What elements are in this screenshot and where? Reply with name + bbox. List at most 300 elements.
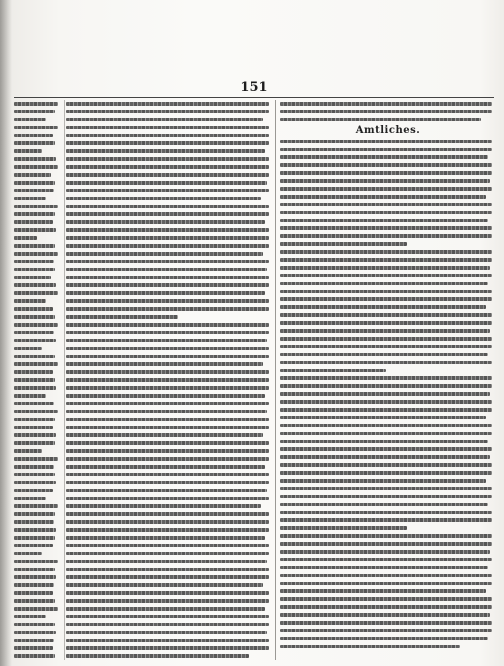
text-line-ink <box>66 568 269 572</box>
text-line-ink <box>66 134 269 138</box>
text-line <box>280 193 494 201</box>
text-line-ink <box>14 228 56 232</box>
text-line-ink <box>280 329 490 333</box>
text-line-ink <box>66 228 269 232</box>
text-line <box>280 209 494 217</box>
text-line <box>14 550 62 558</box>
text-line-ink <box>66 189 269 193</box>
text-line <box>66 171 271 179</box>
text-line <box>280 430 494 438</box>
text-line <box>14 597 62 605</box>
text-line <box>66 502 271 510</box>
text-line <box>66 495 271 503</box>
text-line-ink <box>280 534 492 538</box>
text-line <box>280 374 494 382</box>
text-line <box>280 232 494 240</box>
text-line-ink <box>14 339 56 343</box>
text-line <box>14 416 62 424</box>
text-line-ink <box>280 242 407 246</box>
text-line-ink <box>66 607 265 611</box>
text-line-ink <box>66 252 263 256</box>
text-line-ink <box>280 118 481 122</box>
text-line-ink <box>280 148 492 152</box>
text-line <box>66 360 271 368</box>
text-line <box>280 501 494 509</box>
text-line <box>280 635 494 643</box>
text-line-ink <box>14 615 46 619</box>
text-line <box>66 305 271 313</box>
text-line-ink <box>14 631 56 635</box>
text-line-ink <box>280 337 492 341</box>
text-line <box>14 621 62 629</box>
text-line-ink <box>280 211 492 215</box>
text-line-ink <box>14 575 56 579</box>
text-line <box>280 477 494 485</box>
header-rule <box>14 97 494 98</box>
text-line <box>14 510 62 518</box>
text-line-ink <box>66 631 267 635</box>
text-line-ink <box>14 102 58 106</box>
text-line <box>14 210 62 218</box>
text-line-ink <box>66 212 269 216</box>
text-line <box>280 161 494 169</box>
text-line-ink <box>14 497 46 501</box>
text-line-ink <box>280 518 492 522</box>
text-line <box>14 353 62 361</box>
text-line <box>66 644 271 652</box>
text-line <box>280 256 494 264</box>
text-line <box>66 613 271 621</box>
text-line <box>14 495 62 503</box>
text-line-ink <box>66 118 263 122</box>
text-line <box>14 116 62 124</box>
text-line <box>280 595 494 603</box>
text-line-ink <box>66 323 269 327</box>
text-line-ink <box>280 558 492 562</box>
text-line <box>280 580 494 588</box>
text-line-ink <box>66 102 269 106</box>
text-line <box>280 343 494 351</box>
text-line <box>66 589 271 597</box>
text-line-ink <box>66 197 261 201</box>
text-line <box>66 605 271 613</box>
text-line-ink <box>14 126 58 130</box>
text-line-ink <box>280 447 492 451</box>
text-line-ink <box>280 171 492 175</box>
text-line-ink <box>14 654 55 658</box>
text-line <box>280 319 494 327</box>
text-line <box>280 280 494 288</box>
column-divider <box>275 100 276 660</box>
text-line <box>280 303 494 311</box>
text-line <box>66 542 271 550</box>
text-line <box>14 613 62 621</box>
left-column-text <box>66 100 271 660</box>
text-line <box>280 627 494 635</box>
text-line <box>14 234 62 242</box>
text-line-ink <box>14 481 56 485</box>
text-line-ink <box>280 479 486 483</box>
text-line <box>14 534 62 542</box>
text-line-ink <box>280 313 492 317</box>
text-line <box>66 629 271 637</box>
text-line-ink <box>66 449 269 453</box>
text-line <box>66 226 271 234</box>
text-line <box>280 146 494 154</box>
text-line <box>14 147 62 155</box>
text-line <box>66 566 271 574</box>
text-line <box>280 335 494 343</box>
text-line <box>14 258 62 266</box>
text-line-ink <box>280 542 492 546</box>
text-line-ink <box>66 347 269 351</box>
text-line <box>14 226 62 234</box>
text-line <box>14 384 62 392</box>
text-line <box>66 124 271 132</box>
text-line-ink <box>14 378 55 382</box>
text-line-ink <box>14 205 58 209</box>
text-line-ink <box>280 155 488 159</box>
text-line-ink <box>14 639 54 643</box>
text-line <box>14 424 62 432</box>
text-line-ink <box>280 645 460 649</box>
text-line-ink <box>280 195 486 199</box>
text-line-ink <box>66 173 269 177</box>
text-line-ink <box>66 481 269 485</box>
text-line <box>66 147 271 155</box>
text-line <box>66 210 271 218</box>
text-line-ink <box>14 433 56 437</box>
text-line <box>14 637 62 645</box>
text-line-ink <box>280 219 488 223</box>
text-line <box>14 605 62 613</box>
text-line <box>14 108 62 116</box>
text-line-ink <box>280 487 492 491</box>
text-line <box>280 367 494 375</box>
text-line <box>66 597 271 605</box>
text-line <box>14 431 62 439</box>
text-line-ink <box>14 402 54 406</box>
text-line <box>280 406 494 414</box>
text-line <box>14 313 62 321</box>
binding-gutter <box>0 0 12 666</box>
text-line <box>14 518 62 526</box>
text-line <box>280 587 494 595</box>
text-line <box>66 479 271 487</box>
text-line <box>14 392 62 400</box>
text-line <box>14 502 62 510</box>
text-line <box>14 329 62 337</box>
text-line-ink <box>280 234 492 238</box>
text-line-ink <box>14 568 55 572</box>
text-line <box>14 408 62 416</box>
text-line-ink <box>14 331 54 335</box>
text-line <box>280 524 494 532</box>
text-line <box>280 116 494 124</box>
text-line-ink <box>280 416 486 420</box>
text-line <box>66 621 271 629</box>
text-line <box>14 218 62 226</box>
text-line-ink <box>14 173 51 177</box>
text-line-ink <box>14 110 55 114</box>
text-line <box>66 116 271 124</box>
text-line-ink <box>66 623 269 627</box>
text-line <box>66 400 271 408</box>
text-line-ink <box>14 426 53 430</box>
text-line-ink <box>14 220 53 224</box>
text-line <box>66 100 271 108</box>
text-line-ink <box>14 449 42 453</box>
text-line-ink <box>66 489 267 493</box>
text-line-ink <box>14 189 54 193</box>
text-line <box>66 368 271 376</box>
text-line <box>14 589 62 597</box>
text-line <box>66 187 271 195</box>
text-line <box>280 438 494 446</box>
text-line <box>280 414 494 422</box>
text-line <box>14 558 62 566</box>
text-line <box>66 424 271 432</box>
text-line-ink <box>14 307 53 311</box>
text-line-ink <box>280 321 492 325</box>
text-line-ink <box>280 621 492 625</box>
text-line <box>14 455 62 463</box>
text-line <box>14 463 62 471</box>
text-line <box>14 139 62 147</box>
text-line <box>14 345 62 353</box>
text-line <box>66 139 271 147</box>
text-line-ink <box>280 400 492 404</box>
text-line <box>14 644 62 652</box>
text-line-ink <box>66 291 265 295</box>
text-line <box>280 264 494 272</box>
text-line <box>280 398 494 406</box>
text-line-ink <box>66 402 269 406</box>
fragment-column-text <box>14 100 62 660</box>
text-line-ink <box>280 226 492 230</box>
text-line-ink <box>280 637 488 641</box>
text-line-ink <box>280 384 492 388</box>
text-line-ink <box>280 140 492 144</box>
text-line-ink <box>280 511 492 515</box>
text-line-ink <box>280 163 492 167</box>
text-line <box>280 548 494 556</box>
text-line-ink <box>280 266 490 270</box>
text-line-ink <box>14 157 56 161</box>
text-line-ink <box>14 347 42 351</box>
text-line <box>66 234 271 242</box>
text-line-ink <box>66 149 265 153</box>
text-line-ink <box>280 250 492 254</box>
right-column-text <box>280 100 494 651</box>
text-line-ink <box>14 323 58 327</box>
text-line <box>280 611 494 619</box>
text-line-ink <box>14 276 51 280</box>
text-line <box>14 179 62 187</box>
text-line-ink <box>14 355 55 359</box>
text-line <box>14 581 62 589</box>
text-line-ink <box>14 552 42 556</box>
text-line <box>280 485 494 493</box>
text-line <box>14 100 62 108</box>
text-line <box>66 266 271 274</box>
text-line <box>66 416 271 424</box>
text-line-ink <box>66 599 269 603</box>
text-line-ink <box>66 560 267 564</box>
text-line <box>66 258 271 266</box>
text-line <box>14 526 62 534</box>
text-line-ink <box>280 589 486 593</box>
text-line-ink <box>280 566 488 570</box>
text-line-ink <box>280 440 488 444</box>
text-line <box>280 295 494 303</box>
text-line <box>14 439 62 447</box>
text-line-ink <box>66 433 263 437</box>
text-line-ink <box>14 607 58 611</box>
text-line-ink <box>280 574 492 578</box>
text-line <box>66 242 271 250</box>
text-line <box>280 556 494 564</box>
text-line <box>66 408 271 416</box>
text-line <box>66 108 271 116</box>
text-line <box>66 155 271 163</box>
text-line <box>14 250 62 258</box>
text-line <box>66 581 271 589</box>
text-line-ink <box>14 583 54 587</box>
text-line <box>66 558 271 566</box>
text-line-ink <box>14 141 55 145</box>
text-line <box>66 637 271 645</box>
text-line-ink <box>66 370 269 374</box>
text-line <box>280 453 494 461</box>
text-line <box>66 455 271 463</box>
text-line <box>66 439 271 447</box>
text-line <box>14 187 62 195</box>
text-line-ink <box>14 181 55 185</box>
text-line <box>280 422 494 430</box>
text-line-ink <box>66 497 269 501</box>
text-line-ink <box>66 244 269 248</box>
text-line-ink <box>14 118 46 122</box>
text-line-ink <box>66 283 269 287</box>
text-line <box>66 534 271 542</box>
text-line-ink <box>14 299 46 303</box>
text-line <box>66 353 271 361</box>
text-line-ink <box>280 187 492 191</box>
text-line <box>14 573 62 581</box>
text-line-ink <box>14 489 53 493</box>
text-line <box>66 337 271 345</box>
text-line <box>14 203 62 211</box>
text-line-ink <box>280 290 492 294</box>
text-line-ink <box>14 370 53 374</box>
text-line <box>14 368 62 376</box>
text-line <box>66 345 271 353</box>
text-line <box>66 313 271 321</box>
text-line <box>14 132 62 140</box>
text-line-ink <box>66 615 269 619</box>
text-line-ink <box>66 654 249 658</box>
text-line-ink <box>66 591 269 595</box>
text-line <box>280 603 494 611</box>
text-line-ink <box>14 197 46 201</box>
text-line <box>14 124 62 132</box>
text-line <box>14 242 62 250</box>
text-line <box>66 384 271 392</box>
text-line-ink <box>66 410 267 414</box>
text-line <box>280 390 494 398</box>
text-line-ink <box>66 394 265 398</box>
text-line-ink <box>66 552 269 556</box>
text-line <box>280 469 494 477</box>
text-line-ink <box>14 386 56 390</box>
text-line-ink <box>280 605 492 609</box>
text-line <box>280 619 494 627</box>
text-line-ink <box>66 639 269 643</box>
text-line <box>280 153 494 161</box>
text-line <box>14 471 62 479</box>
text-line-ink <box>66 504 261 508</box>
text-line-ink <box>14 599 55 603</box>
text-line <box>66 550 271 558</box>
text-line-ink <box>280 432 492 436</box>
text-line <box>280 351 494 359</box>
column-divider <box>64 100 65 660</box>
text-line-ink <box>14 441 55 445</box>
section-heading: Amtliches. <box>355 125 421 136</box>
text-line <box>66 218 271 226</box>
text-line-ink <box>66 339 267 343</box>
text-line-ink <box>280 503 488 507</box>
text-line-ink <box>280 203 492 207</box>
text-line-ink <box>66 386 269 390</box>
text-line-ink <box>14 394 46 398</box>
text-line-ink <box>14 268 55 272</box>
text-line-ink <box>280 258 492 262</box>
text-line-ink <box>14 165 58 169</box>
text-line-ink <box>66 473 269 477</box>
text-line <box>66 471 271 479</box>
text-line-ink <box>14 473 55 477</box>
text-line <box>14 155 62 163</box>
text-line-ink <box>66 126 269 130</box>
text-line <box>280 643 494 651</box>
text-line-ink <box>66 528 269 532</box>
text-line-ink <box>14 457 58 461</box>
text-line <box>14 305 62 313</box>
text-line-ink <box>66 575 269 579</box>
text-line <box>66 376 271 384</box>
text-line <box>14 629 62 637</box>
text-line-ink <box>280 179 490 183</box>
text-line <box>280 445 494 453</box>
text-line <box>280 224 494 232</box>
text-line-ink <box>280 526 407 530</box>
text-line-ink <box>14 560 58 564</box>
text-line <box>14 281 62 289</box>
text-line-ink <box>14 252 58 256</box>
text-line-ink <box>280 110 492 114</box>
text-line <box>66 526 271 534</box>
text-line <box>66 250 271 258</box>
text-line-ink <box>14 504 58 508</box>
text-line-ink <box>280 463 492 467</box>
text-line <box>280 169 494 177</box>
text-line <box>66 321 271 329</box>
text-line <box>14 542 62 550</box>
page-number: 151 <box>240 80 268 95</box>
text-line-ink <box>66 268 267 272</box>
